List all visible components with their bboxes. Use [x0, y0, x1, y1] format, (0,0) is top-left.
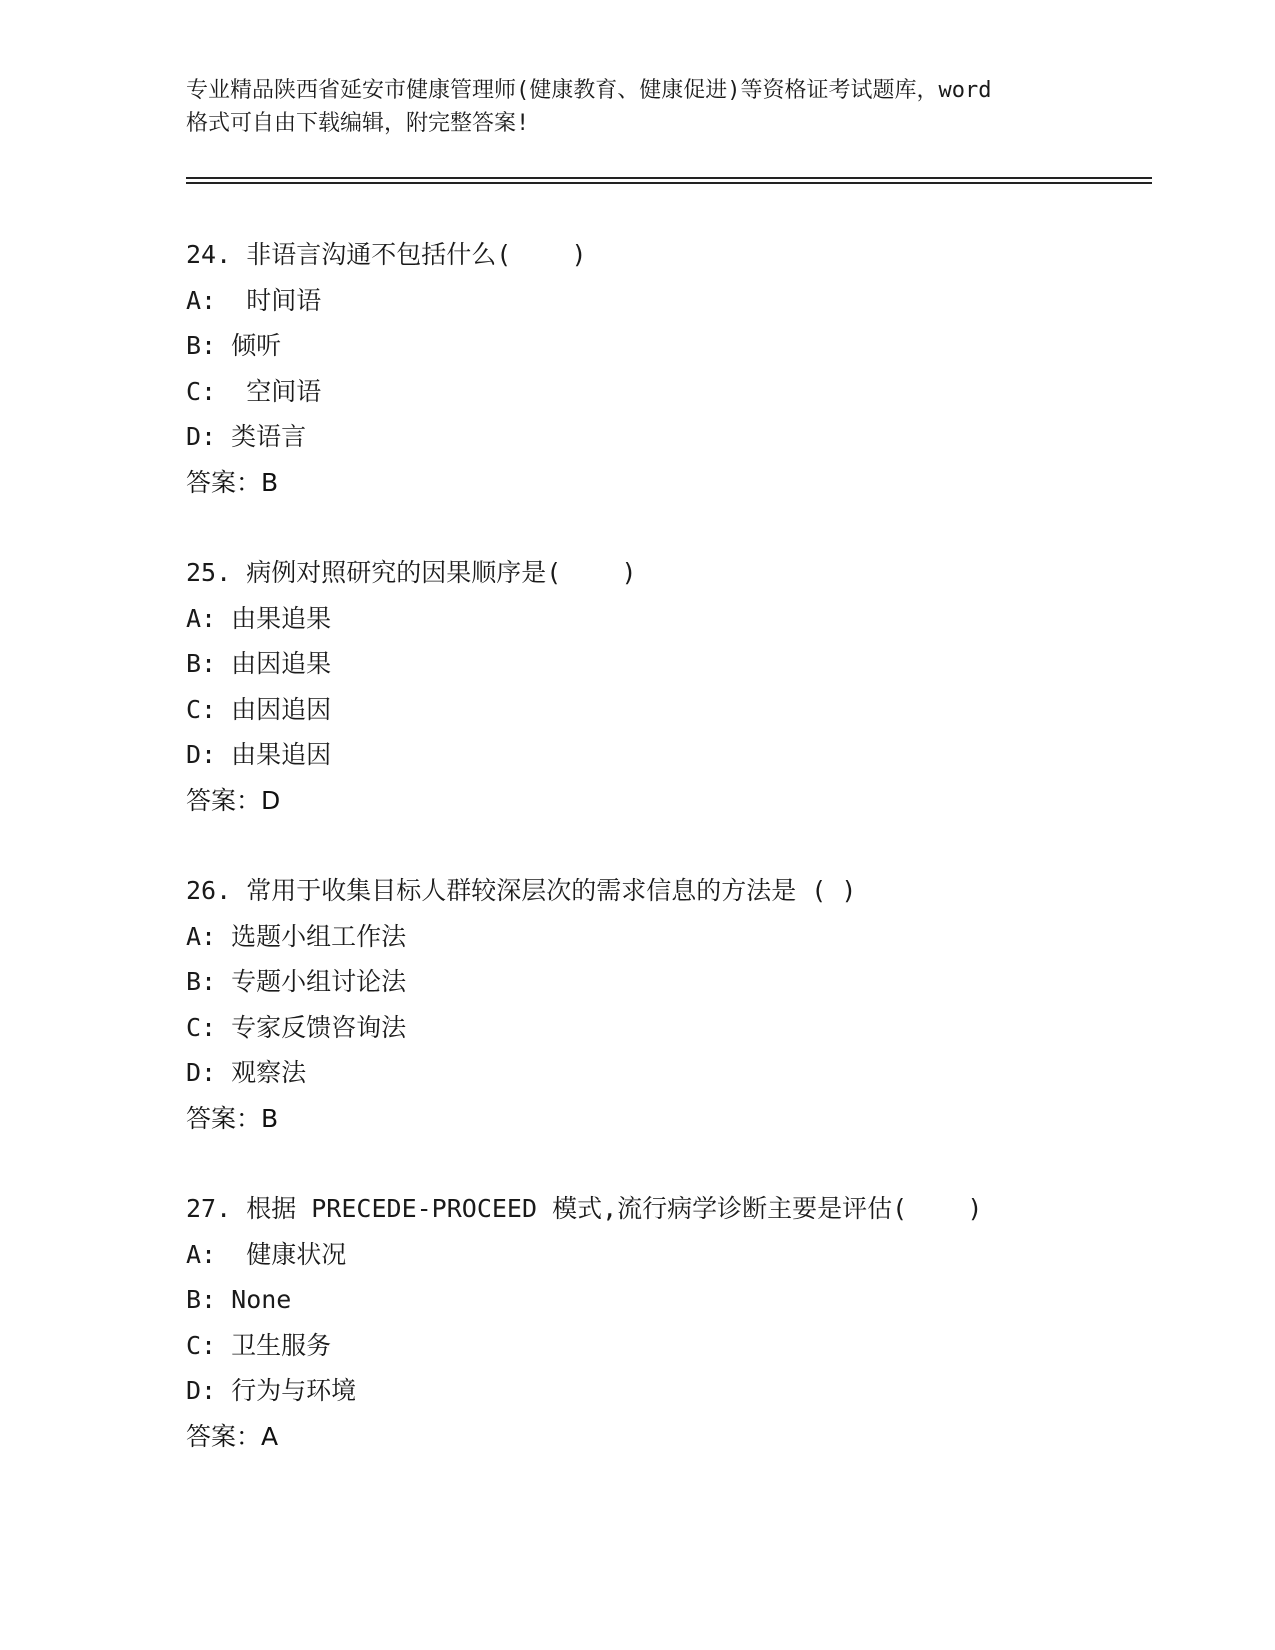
- question-title: 26. 常用于收集目标人群较深层次的需求信息的方法是 ( ): [186, 876, 857, 905]
- option-a: A: 健康状况: [186, 1239, 347, 1269]
- question-25: [186, 550, 1186, 823]
- question-26: [186, 868, 1186, 1141]
- question-title: 24. 非语言沟通不包括什么( ): [186, 240, 587, 269]
- option-c: C: 空间语: [186, 376, 322, 406]
- option-d: D: 由果追因: [186, 740, 332, 769]
- option-c: C: 由因追因: [186, 694, 332, 724]
- header-divider-top: [186, 177, 1152, 179]
- option-d: D: 类语言: [186, 422, 307, 451]
- option-b: B: 倾听: [186, 331, 282, 360]
- answer-label: 答案：B: [186, 1103, 279, 1133]
- option-c: C: 专家反馈咨询法: [186, 1012, 407, 1042]
- answer-label: 答案：B: [186, 467, 279, 497]
- question-title: 25. 病例对照研究的因果顺序是( ): [186, 558, 637, 587]
- document-header: [186, 74, 1086, 140]
- option-b: B: 专题小组讨论法: [186, 967, 407, 996]
- option-c: C: 卫生服务: [186, 1330, 332, 1360]
- header-divider-bottom: [186, 182, 1152, 184]
- answer-label: 答案：D: [186, 785, 281, 815]
- option-a: A: 由果追果: [186, 603, 332, 633]
- question-title: 27. 根据 PRECEDE-PROCEED 模式,流行病学诊断主要是评估( ): [186, 1194, 983, 1223]
- option-b: B: 由因追果: [186, 649, 332, 678]
- question-27: [186, 1186, 1186, 1459]
- option-d: D: 观察法: [186, 1058, 307, 1087]
- option-a: A: 时间语: [186, 285, 322, 315]
- answer-label: 答案：A: [186, 1421, 279, 1451]
- option-b: B: None: [186, 1285, 292, 1314]
- option-a: A: 选题小组工作法: [186, 921, 407, 951]
- option-d: D: 行为与环境: [186, 1376, 357, 1405]
- header-line-2: 格式可自由下载编辑，附完整答案!: [186, 111, 530, 136]
- header-line-1: 专业精品陕西省延安市健康管理师(健康教育、健康促进)等资格证考试题库，word: [186, 78, 992, 103]
- question-24: [186, 232, 1186, 505]
